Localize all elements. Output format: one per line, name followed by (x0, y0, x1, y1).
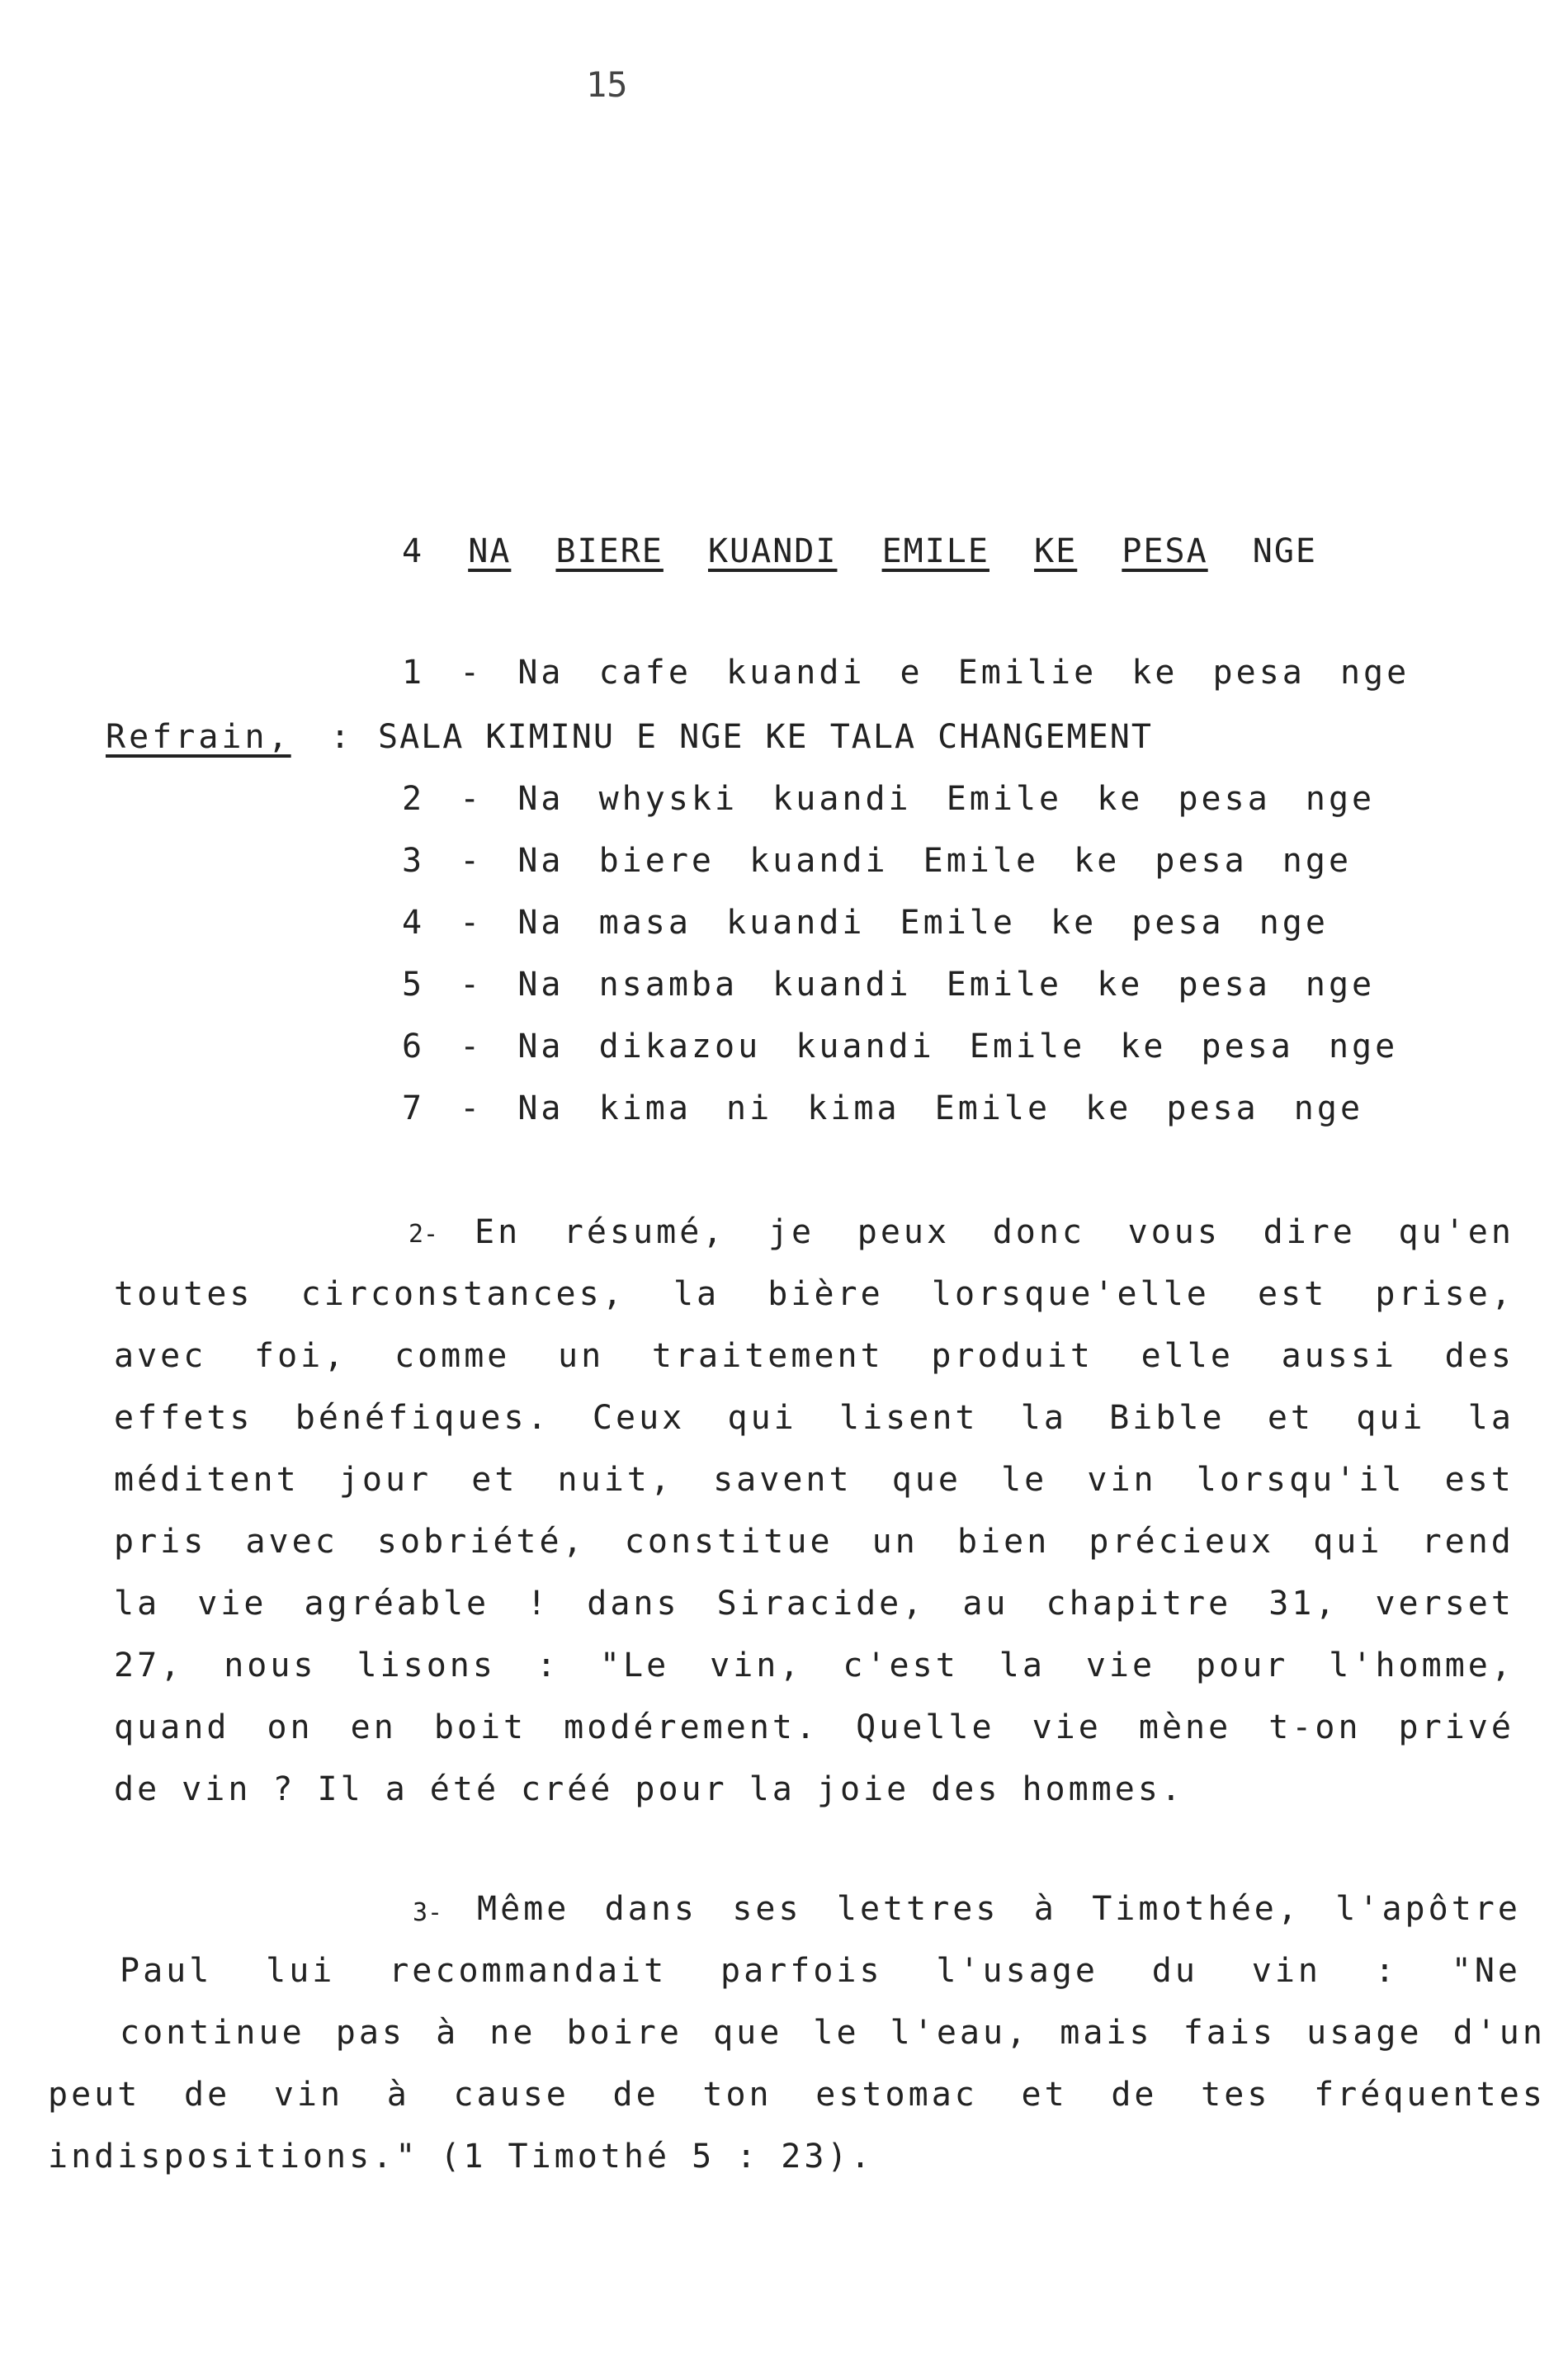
paragraph-line: effets bénéfiques. Ceux qui lisent la Bible et qui la (114, 1399, 1514, 1437)
paragraph-line: Paul lui recommandait parfois l'usage du vin : "Ne (120, 1952, 1521, 1990)
title-word: BIERE (555, 532, 664, 570)
title-word: PESA (1122, 532, 1208, 570)
song-verse-1: 1 - Na cafe kuandi e Emilie ke pesa nge (402, 654, 1410, 692)
title-word: KUANDI (707, 532, 838, 570)
title-word: 4 (402, 532, 424, 570)
paragraph-line: avec foi, comme un traitement produit elle aussi des (114, 1337, 1514, 1375)
refrain-colon: : (330, 718, 351, 756)
song-verse: 2 - Na whyski kuandi Emile ke pesa nge (402, 780, 1376, 818)
paragraph-line: En résumé, je peux donc vous dire qu'en (475, 1213, 1514, 1251)
paragraph-line: indispositions." (1 Timothé 5 : 23). (48, 2138, 874, 2176)
paragraph-line: 27, nous lisons : "Le vin, c'est la vie pour l'homme, (114, 1647, 1514, 1684)
paragraph-line: Même dans ses lettres à Timothée, l'apôtre (477, 1890, 1521, 1928)
title-word: NGE (1252, 532, 1318, 570)
title-word: KE (1034, 532, 1078, 570)
refrain-label: Refrain, (106, 718, 291, 756)
refrain-text: SALA KIMINU E NGE KE TALA CHANGEMENT (378, 718, 1153, 756)
paragraph-line: peut de vin à cause de ton estomac et de tes fréquentes (48, 2076, 1546, 2114)
paragraph-line: pris avec sobriété, constitue un bien précieux qui rend (114, 1523, 1514, 1561)
paragraph-line: la vie agréable ! dans Siracide, au chapitre 31, verset (114, 1585, 1514, 1623)
title-word: NA (468, 532, 512, 570)
title-word: EMILE (881, 532, 989, 570)
paragraph-line: méditent jour et nuit, savent que le vin lorsqu'il est (114, 1461, 1514, 1499)
page-number: 15 (586, 64, 628, 105)
song-verse: 5 - Na nsamba kuandi Emile ke pesa nge (402, 966, 1376, 1004)
song-verse: 7 - Na kima ni kima Emile ke pesa nge (402, 1089, 1364, 1127)
paragraph-line: continue pas à ne boire que le l'eau, mais fais usage d'un (120, 2014, 1546, 2052)
song-verse: 3 - Na biere kuandi Emile ke pesa nge (402, 842, 1353, 880)
paragraph-line: quand on en boit modérement. Quelle vie mène t-on privé (114, 1708, 1514, 1746)
paragraph-2-number: 2- (409, 1220, 439, 1249)
paragraph-line: toutes circonstances, la bière lorsque'elle est prise, (114, 1275, 1514, 1313)
song-verse: 4 - Na masa kuandi Emile ke pesa nge (402, 904, 1329, 942)
song-title (402, 532, 1340, 570)
song-verse: 6 - Na dikazou kuandi Emile ke pesa nge (402, 1028, 1399, 1065)
paragraph-3-number: 3- (413, 1898, 443, 1927)
paragraph-line: de vin ? Il a été créé pour la joie des hommes. (114, 1770, 1185, 1808)
